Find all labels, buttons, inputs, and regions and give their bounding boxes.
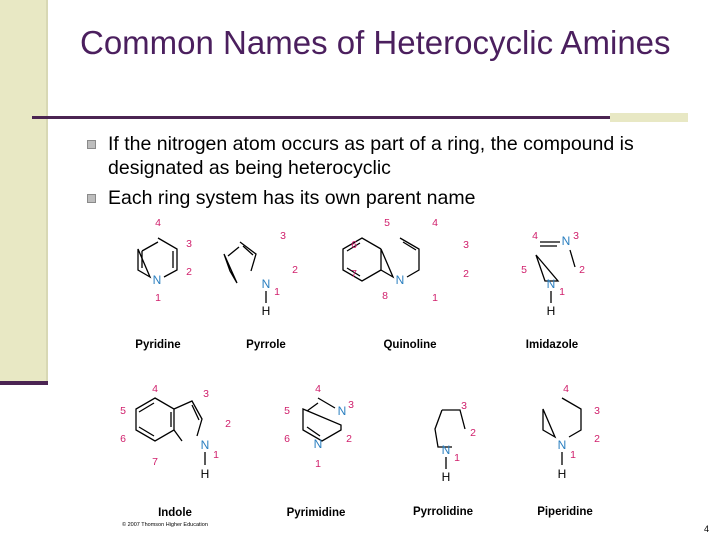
bullet-text: Each ring system has its own parent name [108,187,476,209]
compound-name: Piperidine [537,506,593,518]
sidebar-edge-line [46,0,48,385]
position-number: 4 [315,383,321,395]
position-number: 1 [570,449,576,461]
structures-drawing [120,215,600,528]
position-number: 1 [432,292,438,304]
atom-label: N [313,437,323,451]
position-number: 5 [284,405,290,417]
position-number: 4 [432,217,438,229]
position-number: 5 [120,405,126,417]
position-number: 6 [284,433,290,445]
atom-label: N [557,438,567,452]
square-bullet-icon [87,194,96,203]
position-number: 3 [186,238,192,250]
hydrogen-label: H [441,470,451,484]
title-underline [32,116,610,119]
heterocycle-structures-figure [120,215,600,528]
compound-name: Pyridine [135,339,181,351]
position-number: 4 [563,383,569,395]
compound-name: Indole [158,507,192,519]
position-number: 2 [579,264,585,276]
sidebar-bottom-line [0,381,48,385]
title-underline-accent [610,113,688,122]
position-number: 4 [152,383,158,395]
position-number: 2 [594,433,600,445]
position-number: 1 [213,449,219,461]
atom-label: N [337,404,347,418]
atom-label: N [200,438,210,452]
position-number: 2 [463,268,469,280]
atom-label: N [395,273,405,287]
position-number: 3 [463,239,469,251]
atom-label: N [546,277,556,291]
position-number: 3 [348,399,354,411]
position-number: 3 [203,388,209,400]
position-number: 2 [292,264,298,276]
position-number: 2 [470,427,476,439]
atom-label: N [441,443,451,457]
atom-label: N [261,277,271,291]
hydrogen-label: H [557,467,567,481]
compound-name: Pyrimidine [286,507,346,519]
position-number: 4 [532,230,538,242]
position-number: 7 [152,456,158,468]
position-number: 4 [155,217,161,229]
position-number: 6 [120,433,126,445]
position-number: 5 [384,217,390,229]
position-number: 3 [594,405,600,417]
position-number: 8 [382,290,388,302]
position-number: 1 [454,452,460,464]
position-number: 2 [346,433,352,445]
position-number: 2 [225,418,231,430]
position-number: 1 [315,458,321,470]
compound-name: Pyrrole [246,339,286,351]
atom-label: N [561,234,571,248]
slide-title: Common Names of Heterocyclic Amines [80,24,671,61]
compound-name: Pyrrolidine [412,506,474,518]
position-number: 1 [274,286,280,298]
position-number: 7 [351,268,357,280]
position-number: 1 [155,292,161,304]
hydrogen-label: H [200,467,210,481]
sidebar-accent [0,0,46,383]
position-number: 6 [351,239,357,251]
bullet-item [87,186,697,210]
position-number: 5 [521,264,527,276]
position-number: 1 [559,286,565,298]
atom-label: N [152,273,162,287]
bullet-item [87,132,697,180]
position-number: 2 [186,266,192,278]
bullet-text: If the nitrogen atom occurs as part of a ring, the compound is designated as being heterocyclic [108,133,634,179]
position-number: 3 [573,230,579,242]
bullet-list [87,132,697,216]
square-bullet-icon [87,140,96,149]
compound-name: Quinoline [383,339,437,351]
page-number: 4 [704,524,710,534]
compound-name: Imidazole [525,339,579,351]
hydrogen-label: H [546,304,556,318]
hydrogen-label: H [261,304,271,318]
copyright-notice: © 2007 Thomson Higher Education [122,522,208,528]
position-number: 3 [461,400,467,412]
position-number: 3 [280,230,286,242]
